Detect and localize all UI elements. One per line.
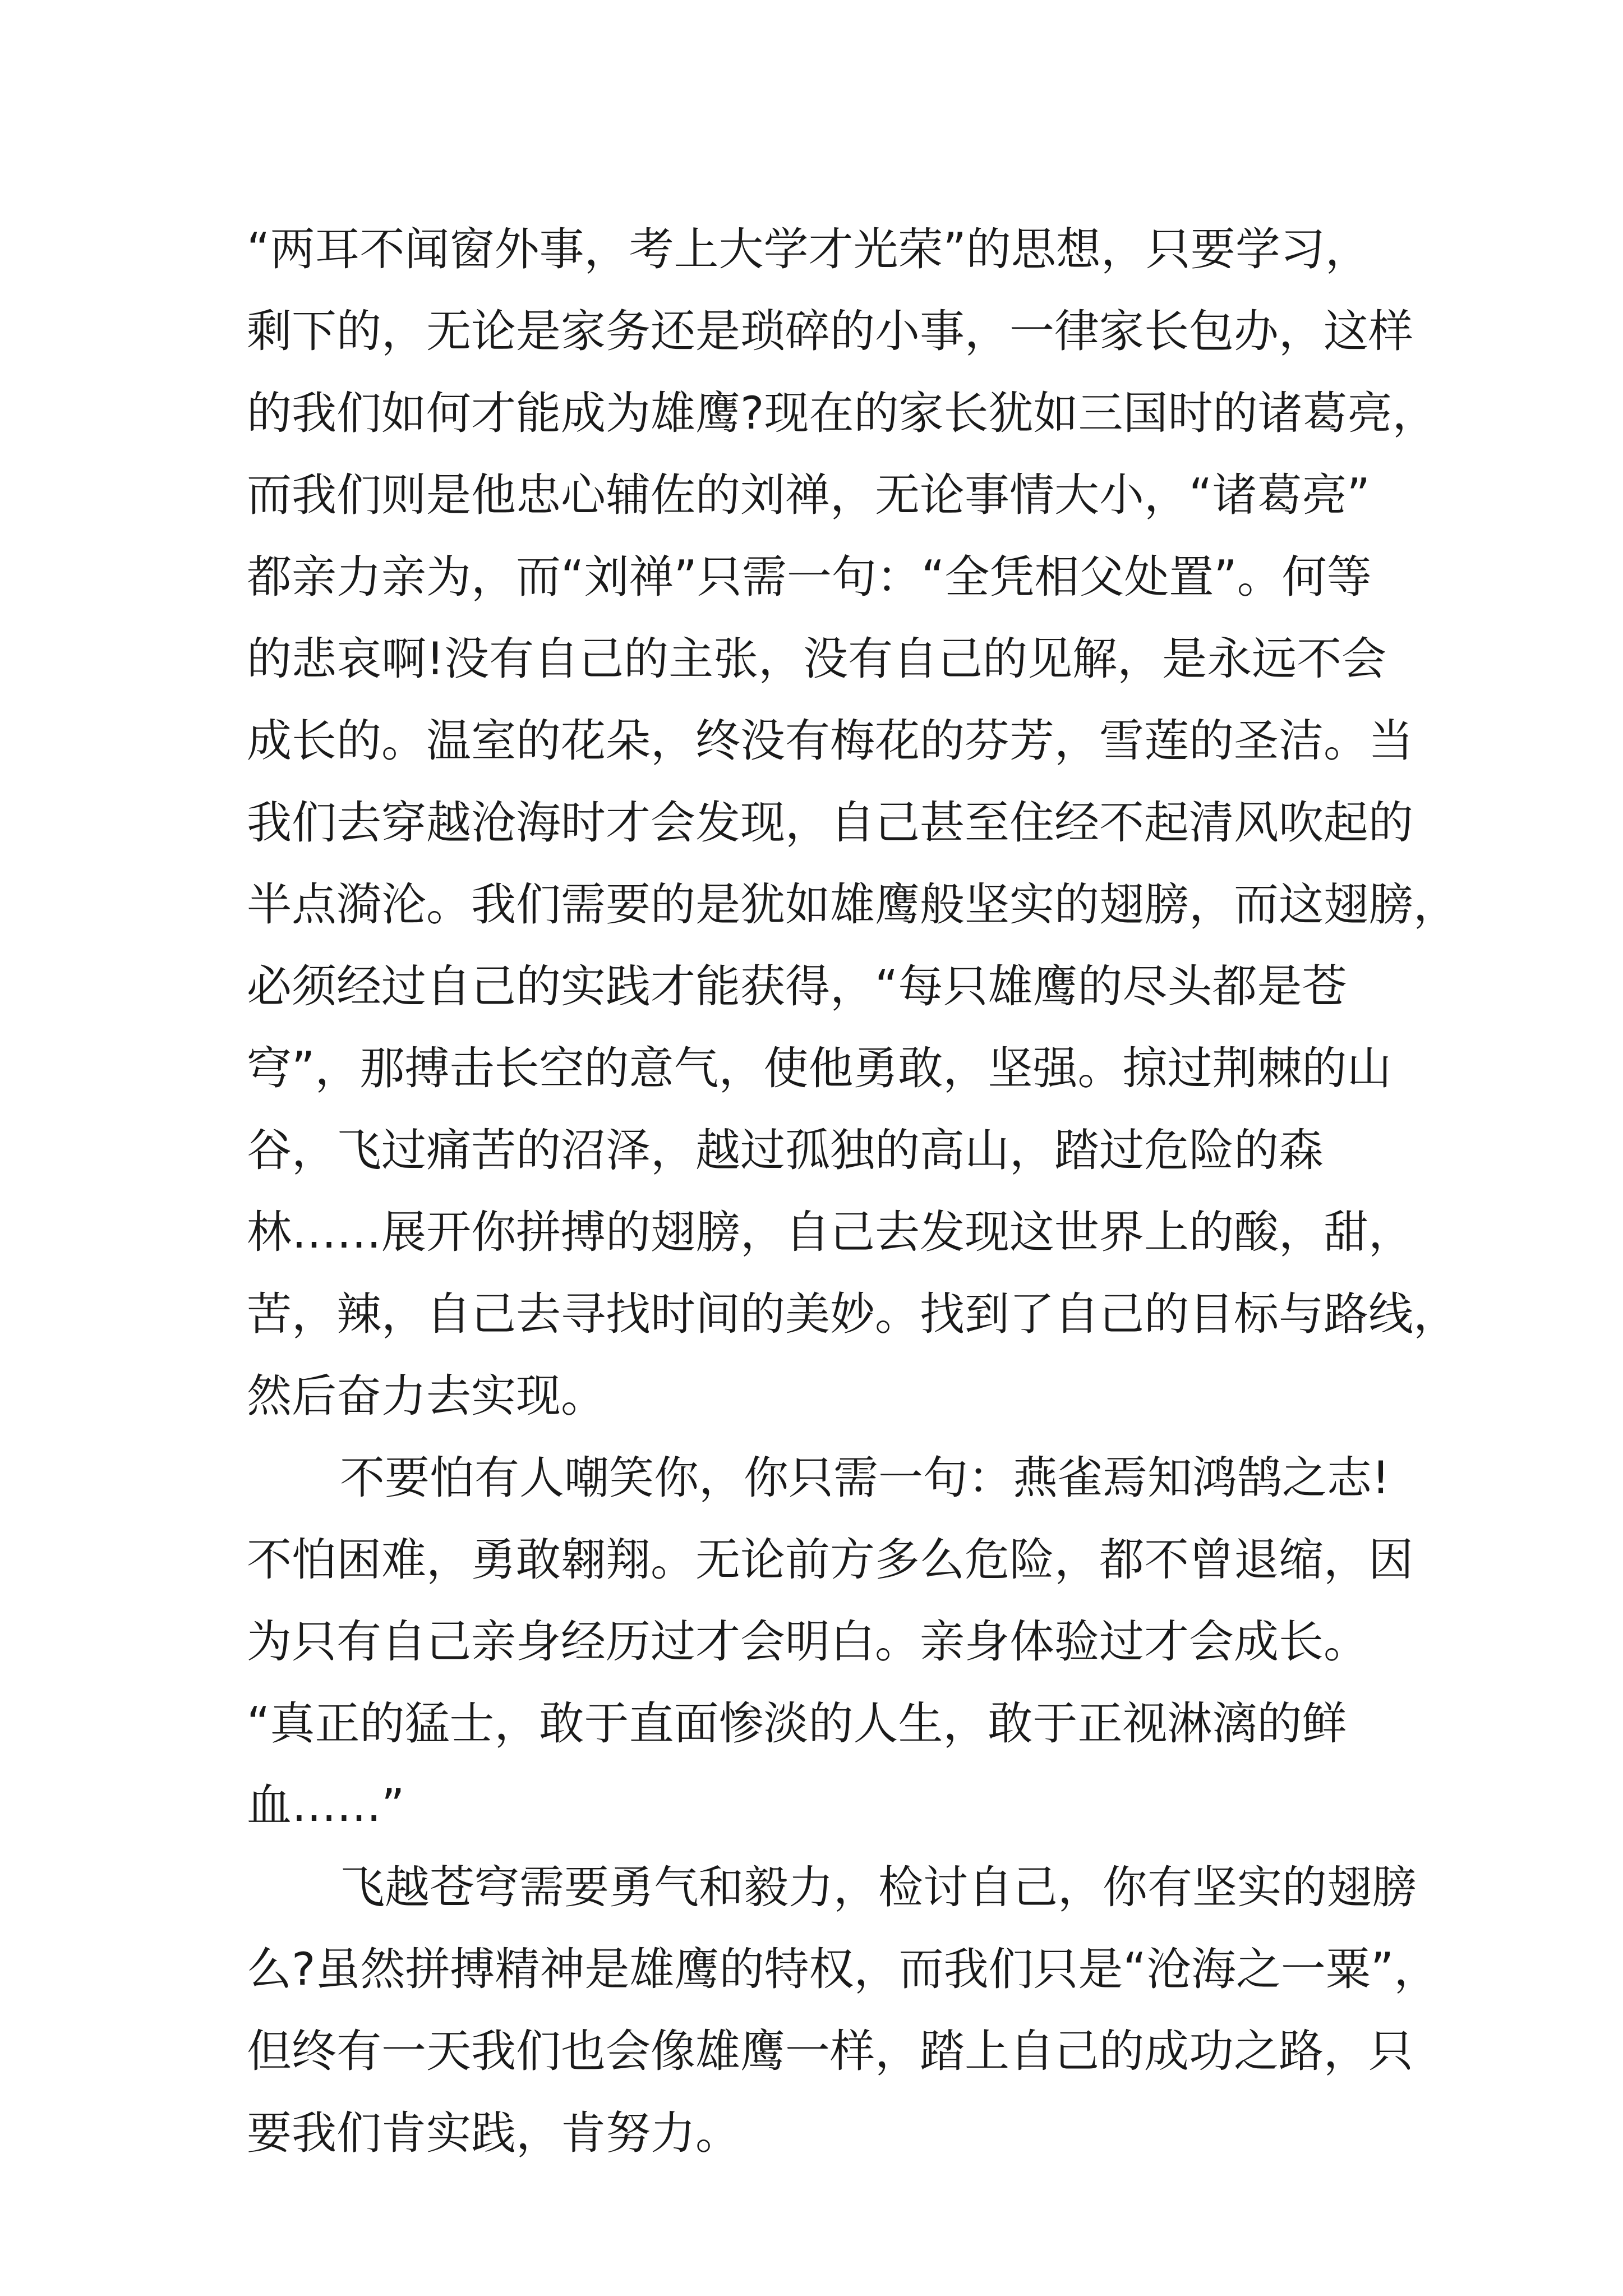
- text-line: 林……展开你拼搏的翅膀，自己去发现这世界上的酸，甜，: [247, 1206, 1413, 1258]
- text-line: 要我们肯实践，肯努力。: [247, 2107, 740, 2159]
- text-line: 都亲力亲为，而“刘禅”只需一句：“全凭相父处置”。何等: [247, 551, 1372, 603]
- text-line: “两耳不闻窗外事，考上大学才光荣”的思想，只要学习，: [247, 223, 1370, 275]
- text-line: 我们去穿越沧海时才会发现，自己甚至住经不起清风吹起的: [247, 797, 1413, 849]
- text-line: 苦，辣，自己去寻找时间的美妙。找到了自己的目标与路线，: [247, 1288, 1458, 1340]
- text-line: “真正的猛士，敢于直面惨淡的人生，敢于正视淋漓的鲜: [247, 1697, 1347, 1750]
- text-line: 么?虽然拼搏精神是雄鹰的特权，而我们只是“沧海之一粟”，: [247, 1943, 1439, 1995]
- text-line: 剩下的，无论是家务还是琐碎的小事，一律家长包办，这样: [247, 305, 1413, 357]
- text-line: 但终有一天我们也会像雄鹰一样，踏上自己的成功之路，只: [247, 2025, 1413, 2077]
- paragraph-3: [247, 1847, 1439, 2174]
- text-line: 不怕困难，勇敢翱翔。无论前方多么危险，都不曾退缩，因: [247, 1534, 1413, 1586]
- text-line: 血……”: [247, 1779, 405, 1832]
- text-line: 穹”，那搏击长空的意气，使他勇敢，坚强。掠过荆棘的山: [247, 1042, 1392, 1094]
- text-line: 谷，飞过痛苦的沼泽，越过孤独的高山，踏过危险的森: [247, 1124, 1324, 1176]
- paragraph-1: [247, 209, 1458, 1437]
- text-line: 为只有自己亲身经历过才会明白。亲身体验过才会成长。: [247, 1616, 1368, 1668]
- paragraph-2: [247, 1437, 1413, 1847]
- text-line: 不要怕有人嘲笑你，你只需一句：燕雀焉知鸿鹄之志!: [340, 1452, 1390, 1504]
- text-line: 成长的。温室的花朵，终没有梅花的芬芳，雪莲的圣洁。当: [247, 715, 1413, 767]
- text-line: 的我们如何才能成为雄鹰?现在的家长犹如三国时的诸葛亮，: [247, 387, 1437, 439]
- text-line: 而我们则是他忠心辅佐的刘禅，无论事情大小，“诸葛亮”: [247, 469, 1370, 521]
- document-body: [247, 209, 1458, 2174]
- text-line: 必须经过自己的实践才能获得，“每只雄鹰的尽头都是苍: [247, 960, 1347, 1013]
- text-line: 飞越苍穹需要勇气和毅力，检讨自己，你有坚实的翅膀: [340, 1861, 1417, 1913]
- text-line: 的悲哀啊!没有自己的主张，没有自己的见解，是永远不会: [247, 633, 1387, 685]
- text-line: 半点漪沦。我们需要的是犹如雄鹰般坚实的翅膀，而这翅膀，: [247, 878, 1458, 931]
- text-line: 然后奋力去实现。: [247, 1370, 606, 1422]
